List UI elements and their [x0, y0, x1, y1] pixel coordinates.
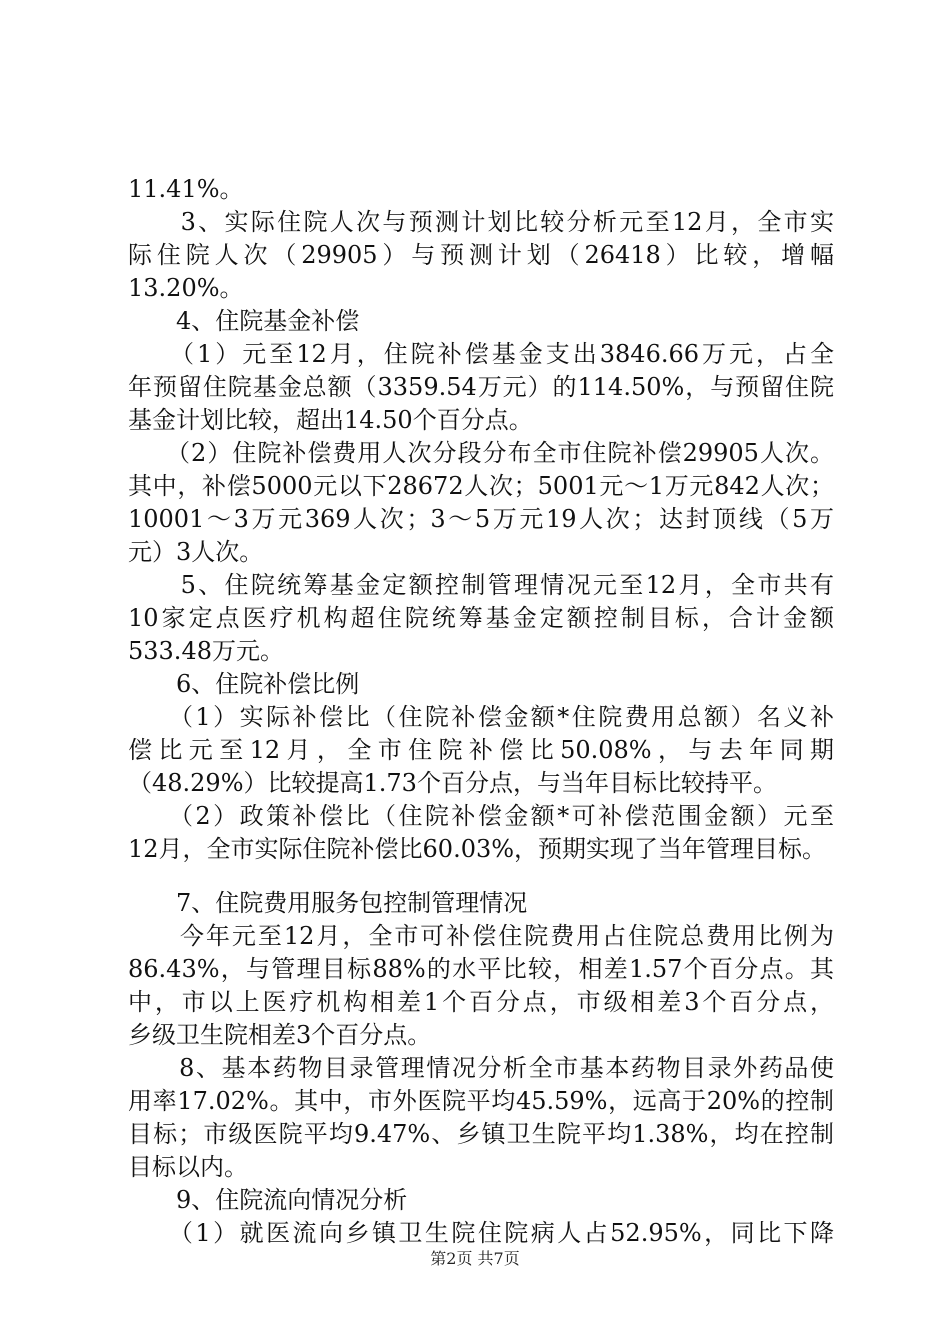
text-line: 11.41%。: [128, 175, 244, 203]
text-line: 中，市以上医疗机构相差1个百分点，市级相差3个百分点，: [128, 988, 834, 1016]
text-line: 目标以内。: [128, 1153, 248, 1181]
text-line: （48.29%）比较提高1.73个百分点，与当年目标比较持平。: [128, 769, 777, 797]
section-heading: 9、住院流向情况分析: [128, 1186, 408, 1214]
text-line: 年预留住院基金总额（3359.54万元）的114.50%，与预留住院: [128, 373, 834, 401]
text-line: 8、基本药物目录管理情况分析全市基本药物目录外药品使: [128, 1054, 834, 1082]
text-line: （1）元至12月，住院补偿基金支出3846.66万元，占全: [128, 340, 834, 368]
page-footer: 第2页 共7页: [430, 1249, 520, 1268]
text-line: 元）3人次。: [128, 538, 264, 566]
text-line: 10家定点医疗机构超住院统筹基金定额控制目标，合计金额: [128, 604, 834, 632]
text-line: 今年元至12月，全市可补偿住院费用占住院总费用比例为: [128, 922, 834, 950]
text-line: （1）就医流向乡镇卫生院住院病人占52.95%，同比下降: [128, 1219, 834, 1247]
text-line: （1）实际补偿比（住院补偿金额*住院费用总额）名义补: [128, 703, 834, 731]
text-line: 10001～3万元369人次；3～5万元19人次；达封顶线（5万: [128, 505, 834, 533]
text-line: 目标；市级医院平均9.47%、乡镇卫生院平均1.38%，均在控制: [128, 1120, 834, 1148]
text-line: 12月，全市实际住院补偿比60.03%，预期实现了当年管理目标。: [128, 835, 827, 863]
text-line: 际住院人次（29905）与预测计划（26418）比较，增幅: [128, 241, 834, 269]
text-line: 乡级卫生院相差3个百分点。: [128, 1021, 432, 1049]
text-line: 其中，补偿5000元以下28672人次；5001元～1万元842人次；: [128, 472, 834, 500]
text-line: 533.48万元。: [128, 637, 284, 665]
text-line: 基金计划比较，超出14.50个百分点。: [128, 406, 533, 434]
text-line: 86.43%，与管理目标88%的水平比较，相差1.57个百分点。其: [128, 955, 834, 983]
text-line: 偿比元至12月，全市住院补偿比50.08%，与去年同期: [128, 736, 834, 764]
section-heading: 4、住院基金补偿: [128, 307, 360, 335]
text-line: （2）政策补偿比（住院补偿金额*可补偿范围金额）元至: [128, 802, 834, 830]
text-line: 5、住院统筹基金定额控制管理情况元至12月，全市共有: [128, 571, 834, 599]
text-line: （2）住院补偿费用人次分段分布全市住院补偿29905人次。: [128, 439, 834, 467]
text-line: 用率17.02%。其中，市外医院平均45.59%，远高于20%的控制: [128, 1087, 834, 1115]
section-heading: 6、住院补偿比例: [128, 670, 360, 698]
text-line: 13.20%。: [128, 274, 244, 302]
text-line: 3、实际住院人次与预测计划比较分析元至12月，全市实: [128, 208, 834, 236]
section-heading: 7、住院费用服务包控制管理情况: [128, 889, 528, 917]
